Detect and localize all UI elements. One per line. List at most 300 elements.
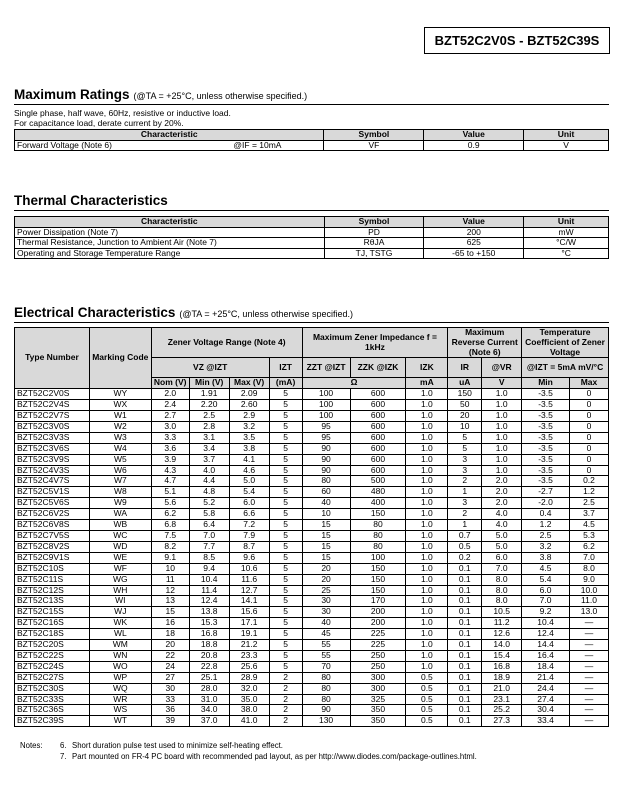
vz-max-cell: 9.6 — [229, 552, 269, 563]
izk-cell: 1.0 — [406, 563, 448, 574]
vz-nom-cell: 9.1 — [151, 552, 189, 563]
vz-nom-cell: 22 — [151, 650, 189, 661]
marking-code-cell: WH — [89, 585, 151, 596]
zzt-cell: 100 — [302, 411, 350, 422]
vr-cell: 1.0 — [482, 421, 522, 432]
ir-cell: 0.1 — [448, 705, 482, 716]
tc-min-cell: 24.4 — [522, 683, 570, 694]
table-row — [15, 487, 609, 498]
zzt-cell: 95 — [302, 432, 350, 443]
vz-min-cell: 9.4 — [189, 563, 229, 574]
vz-min-cell: 3.7 — [189, 454, 229, 465]
type-number-cell: BZT52C20S — [15, 640, 90, 651]
ir-cell: 0.1 — [448, 683, 482, 694]
vz-min-cell: 25.1 — [189, 672, 229, 683]
vz-nom-cell: 3.6 — [151, 443, 189, 454]
ir-cell: 0.2 — [448, 552, 482, 563]
type-number-cell: BZT52C5V6S — [15, 498, 90, 509]
marking-code-cell: WA — [89, 509, 151, 520]
table-row — [15, 574, 609, 585]
zzk-cell: 200 — [350, 618, 406, 629]
max-ratings-note-1: Single phase, half wave, 60Hz, resistive or inductive load. — [14, 108, 231, 118]
vz-max-cell: 14.1 — [229, 596, 269, 607]
vz-max-cell: 3.2 — [229, 421, 269, 432]
tc-max-cell: 2.5 — [569, 498, 608, 509]
table-row — [15, 618, 609, 629]
izk-cell: 1.0 — [406, 509, 448, 520]
type-number-cell: BZT52C5V1S — [15, 487, 90, 498]
tc-max-cell: — — [569, 629, 608, 640]
zzt-cell: 15 — [302, 541, 350, 552]
tc-max-cell: 0 — [569, 432, 608, 443]
table-row — [15, 672, 609, 683]
tc-max-cell: 0 — [569, 400, 608, 411]
vz-min-cell: 28.0 — [189, 683, 229, 694]
tc-min-cell: -3.5 — [522, 476, 570, 487]
type-number-cell: BZT52C27S — [15, 672, 90, 683]
type-number-cell: BZT52C15S — [15, 607, 90, 618]
zzt-cell: 15 — [302, 552, 350, 563]
table-row — [15, 683, 609, 694]
col-tc-condition: @IZT = 5mA mV/°C — [522, 358, 609, 378]
table-row — [15, 520, 609, 531]
zzk-cell: 600 — [350, 400, 406, 411]
izk-cell: 0.5 — [406, 705, 448, 716]
table-row — [15, 248, 609, 259]
vz-min-cell: 37.0 — [189, 716, 229, 727]
vz-nom-cell: 6.2 — [151, 509, 189, 520]
marking-code-cell: W7 — [89, 476, 151, 487]
tc-max-cell: 3.7 — [569, 509, 608, 520]
col-value: Value — [424, 217, 524, 228]
type-number-cell: BZT52C11S — [15, 574, 90, 585]
vz-nom-cell: 11 — [151, 574, 189, 585]
table-row — [15, 454, 609, 465]
vz-min-cell: 10.4 — [189, 574, 229, 585]
symbol-cell: RθJA — [324, 238, 424, 249]
vz-nom-cell: 33 — [151, 694, 189, 705]
col-type-number: Type Number — [15, 328, 90, 389]
zzk-cell: 600 — [350, 443, 406, 454]
izk-cell: 1.0 — [406, 443, 448, 454]
col-marking-code: Marking Code — [89, 328, 151, 389]
ir-cell: 20 — [448, 411, 482, 422]
vr-cell: 12.6 — [482, 629, 522, 640]
tc-max-cell: 9.0 — [569, 574, 608, 585]
vz-nom-cell: 5.1 — [151, 487, 189, 498]
vz-max-cell: 23.3 — [229, 650, 269, 661]
type-number-cell: BZT52C2V4S — [15, 400, 90, 411]
tc-min-cell: 3.2 — [522, 541, 570, 552]
ir-cell: 0.1 — [448, 694, 482, 705]
col-value: Value — [424, 130, 524, 141]
type-number-cell: BZT52C6V2S — [15, 509, 90, 520]
col-vr: @VR — [482, 358, 522, 378]
table-row — [15, 552, 609, 563]
zzk-cell: 600 — [350, 454, 406, 465]
max-ratings-title: Maximum Ratings — [14, 87, 130, 102]
izk-cell: 1.0 — [406, 607, 448, 618]
marking-code-cell: WT — [89, 716, 151, 727]
vr-cell: 1.0 — [482, 389, 522, 400]
type-number-cell: BZT52C36S — [15, 705, 90, 716]
izt-cell: 5 — [269, 640, 302, 651]
table-row — [15, 607, 609, 618]
izt-cell: 5 — [269, 596, 302, 607]
max-ratings-rule — [14, 104, 609, 105]
zzk-cell: 480 — [350, 487, 406, 498]
note-item — [20, 740, 477, 751]
izk-cell: 1.0 — [406, 411, 448, 422]
characteristic-text: Forward Voltage (Note 6) — [17, 139, 112, 150]
type-number-cell: BZT52C33S — [15, 694, 90, 705]
tc-min-cell: 16.4 — [522, 650, 570, 661]
zzk-cell: 600 — [350, 389, 406, 400]
tc-min-cell: 3.8 — [522, 552, 570, 563]
vz-nom-cell: 2.0 — [151, 389, 189, 400]
zzk-cell: 225 — [350, 629, 406, 640]
izk-cell: 1.0 — [406, 596, 448, 607]
tc-max-cell: — — [569, 640, 608, 651]
unit-cell: °C/W — [524, 238, 609, 249]
ir-cell: 10 — [448, 421, 482, 432]
electrical-table-body — [15, 389, 609, 727]
type-number-cell: BZT52C30S — [15, 683, 90, 694]
zzk-cell: 170 — [350, 596, 406, 607]
marking-code-cell: WQ — [89, 683, 151, 694]
vz-min-cell: 16.8 — [189, 629, 229, 640]
tc-min-cell: 9.2 — [522, 607, 570, 618]
izt-cell: 5 — [269, 454, 302, 465]
ir-cell: 1 — [448, 520, 482, 531]
izt-cell: 5 — [269, 443, 302, 454]
col-unit: Unit — [524, 130, 609, 141]
izt-cell: 5 — [269, 618, 302, 629]
ir-cell: 0.1 — [448, 640, 482, 651]
table-row — [15, 563, 609, 574]
marking-code-cell: WP — [89, 672, 151, 683]
zzt-cell: 90 — [302, 454, 350, 465]
vr-cell: 18.9 — [482, 672, 522, 683]
table-row — [15, 421, 609, 432]
tc-max-cell: — — [569, 694, 608, 705]
value-cell: 200 — [424, 227, 524, 238]
ir-cell: 0.1 — [448, 585, 482, 596]
zzk-cell: 225 — [350, 640, 406, 651]
ir-cell: 0.1 — [448, 661, 482, 672]
notes-label-spacer — [20, 751, 60, 762]
zzk-cell: 600 — [350, 421, 406, 432]
tc-max-cell: — — [569, 705, 608, 716]
ir-cell: 0.1 — [448, 618, 482, 629]
vz-min-cell: 22.8 — [189, 661, 229, 672]
vr-cell: 4.0 — [482, 509, 522, 520]
tc-min-cell: -3.5 — [522, 454, 570, 465]
vr-cell: 1.0 — [482, 400, 522, 411]
vr-cell: 5.0 — [482, 541, 522, 552]
zzt-cell: 95 — [302, 421, 350, 432]
table-row — [15, 476, 609, 487]
tc-min-cell: 27.4 — [522, 694, 570, 705]
marking-code-cell: WK — [89, 618, 151, 629]
col-ir: IR — [448, 358, 482, 378]
unit-max: Max (V) — [229, 378, 269, 389]
zzt-cell: 55 — [302, 650, 350, 661]
type-number-cell: BZT52C4V7S — [15, 476, 90, 487]
zzt-cell: 30 — [302, 607, 350, 618]
vz-max-cell: 28.9 — [229, 672, 269, 683]
izk-cell: 1.0 — [406, 487, 448, 498]
vz-nom-cell: 20 — [151, 640, 189, 651]
tc-max-cell: 8.0 — [569, 563, 608, 574]
vz-max-cell: 21.2 — [229, 640, 269, 651]
tc-max-cell: 0 — [569, 421, 608, 432]
zzt-cell: 90 — [302, 443, 350, 454]
type-number-cell: BZT52C2V7S — [15, 411, 90, 422]
vz-max-cell: 5.0 — [229, 476, 269, 487]
izt-cell: 5 — [269, 487, 302, 498]
tc-max-cell: 0 — [569, 443, 608, 454]
izt-cell: 2 — [269, 716, 302, 727]
vz-nom-cell: 13 — [151, 596, 189, 607]
unit-cell: mW — [524, 227, 609, 238]
vz-nom-cell: 30 — [151, 683, 189, 694]
col-unit: Unit — [524, 217, 609, 228]
vz-nom-cell: 5.6 — [151, 498, 189, 509]
izk-cell: 1.0 — [406, 476, 448, 487]
type-number-cell: BZT52C3V0S — [15, 421, 90, 432]
table-row — [15, 443, 609, 454]
tc-min-cell: 6.0 — [522, 585, 570, 596]
zzt-cell: 25 — [302, 585, 350, 596]
type-number-cell: BZT52C39S — [15, 716, 90, 727]
table-row — [15, 389, 609, 400]
izk-cell: 1.0 — [406, 400, 448, 411]
value-cell: -65 to +150 — [424, 248, 524, 259]
unit-ohm: Ω — [302, 378, 406, 389]
marking-code-cell: W4 — [89, 443, 151, 454]
type-number-cell: BZT52C24S — [15, 661, 90, 672]
unit-cell: °C — [524, 248, 609, 259]
ir-cell: 0.1 — [448, 607, 482, 618]
tc-min-cell: 33.4 — [522, 716, 570, 727]
marking-code-cell: WS — [89, 705, 151, 716]
col-temp-coefficient: Temperature Coefficient of Zener Voltage — [522, 328, 609, 358]
vz-max-cell: 3.8 — [229, 443, 269, 454]
marking-code-cell: W9 — [89, 498, 151, 509]
tc-max-cell: — — [569, 650, 608, 661]
zzk-cell: 150 — [350, 509, 406, 520]
tc-min-cell: 12.4 — [522, 629, 570, 640]
unit-tc-max: Max — [569, 378, 608, 389]
ir-cell: 2 — [448, 509, 482, 520]
marking-code-cell: WL — [89, 629, 151, 640]
vz-nom-cell: 10 — [151, 563, 189, 574]
symbol-cell: VF — [324, 140, 424, 151]
col-max-reverse-current: Maximum Reverse Current (Note 6) — [448, 328, 522, 358]
vz-max-cell: 7.9 — [229, 530, 269, 541]
electrical-table — [14, 327, 609, 727]
zzk-cell: 350 — [350, 716, 406, 727]
vz-min-cell: 3.1 — [189, 432, 229, 443]
tc-min-cell: -3.5 — [522, 421, 570, 432]
ir-cell: 0.1 — [448, 672, 482, 683]
tc-min-cell: -2.0 — [522, 498, 570, 509]
vz-max-cell: 25.6 — [229, 661, 269, 672]
table-row — [15, 509, 609, 520]
ir-cell: 50 — [448, 400, 482, 411]
izk-cell: 1.0 — [406, 585, 448, 596]
izk-cell: 0.5 — [406, 716, 448, 727]
marking-code-cell: W6 — [89, 465, 151, 476]
izk-cell: 1.0 — [406, 465, 448, 476]
vr-cell: 5.0 — [482, 530, 522, 541]
tc-max-cell: — — [569, 661, 608, 672]
vz-nom-cell: 15 — [151, 607, 189, 618]
marking-code-cell: WJ — [89, 607, 151, 618]
note-number: 7. — [60, 752, 67, 761]
max-ratings-heading — [14, 87, 307, 102]
electrical-title: Electrical Characteristics — [14, 305, 176, 320]
zzk-cell: 100 — [350, 552, 406, 563]
unit-ua: uA — [448, 378, 482, 389]
type-number-cell: BZT52C13S — [15, 596, 90, 607]
ir-cell: 0.1 — [448, 574, 482, 585]
zzt-cell: 55 — [302, 640, 350, 651]
vr-cell: 10.5 — [482, 607, 522, 618]
col-characteristic: Characteristic — [15, 130, 324, 141]
zzt-cell: 80 — [302, 683, 350, 694]
izk-cell: 1.0 — [406, 530, 448, 541]
vz-min-cell: 5.8 — [189, 509, 229, 520]
characteristic-cell: Operating and Storage Temperature Range — [15, 248, 325, 259]
vz-min-cell: 4.8 — [189, 487, 229, 498]
izt-cell: 5 — [269, 607, 302, 618]
vr-cell: 15.4 — [482, 650, 522, 661]
zzt-cell: 15 — [302, 520, 350, 531]
max-ratings-note-2: For capacitance load, derate current by 20%. — [14, 118, 184, 128]
table-row — [15, 530, 609, 541]
tc-max-cell: — — [569, 716, 608, 727]
tc-min-cell: -2.7 — [522, 487, 570, 498]
izk-cell: 1.0 — [406, 498, 448, 509]
type-number-cell: BZT52C3V9S — [15, 454, 90, 465]
tc-min-cell: 10.4 — [522, 618, 570, 629]
unit-v: V — [482, 378, 522, 389]
vz-nom-cell: 4.3 — [151, 465, 189, 476]
zzt-cell: 90 — [302, 465, 350, 476]
electrical-rule — [14, 322, 609, 323]
tc-max-cell: — — [569, 683, 608, 694]
col-symbol: Symbol — [324, 130, 424, 141]
unit-tc-min: Min — [522, 378, 570, 389]
vz-min-cell: 12.4 — [189, 596, 229, 607]
ir-cell: 150 — [448, 389, 482, 400]
table-row — [15, 585, 609, 596]
table-row — [15, 705, 609, 716]
tc-max-cell: — — [569, 672, 608, 683]
vr-cell: 8.0 — [482, 596, 522, 607]
zzk-cell: 350 — [350, 705, 406, 716]
max-ratings-condition: (@TA = +25°C, unless otherwise specified.) — [133, 91, 308, 101]
table-row — [15, 238, 609, 249]
zzt-cell: 45 — [302, 629, 350, 640]
vr-cell: 4.0 — [482, 520, 522, 531]
vz-max-cell: 6.0 — [229, 498, 269, 509]
izk-cell: 1.0 — [406, 650, 448, 661]
marking-code-cell: W3 — [89, 432, 151, 443]
type-number-cell: BZT52C2V0S — [15, 389, 90, 400]
zzk-cell: 600 — [350, 411, 406, 422]
vz-max-cell: 10.6 — [229, 563, 269, 574]
vz-min-cell: 13.8 — [189, 607, 229, 618]
vz-min-cell: 1.91 — [189, 389, 229, 400]
note-text: Part mounted on FR-4 PC board with recommended pad layout, as per http://www.diodes.com/package-outlines.html. — [72, 752, 477, 761]
tc-max-cell: 0 — [569, 389, 608, 400]
ir-cell: 0.5 — [448, 541, 482, 552]
tc-min-cell: -3.5 — [522, 443, 570, 454]
zzk-cell: 80 — [350, 520, 406, 531]
table-row — [15, 650, 609, 661]
marking-code-cell: W1 — [89, 411, 151, 422]
col-vz: VZ @IZT — [151, 358, 269, 378]
test-condition: @IF = 10mA — [233, 139, 282, 150]
symbol-cell: TJ, TSTG — [324, 248, 424, 259]
value-cell: 0.9 — [424, 140, 524, 151]
tc-max-cell: 11.0 — [569, 596, 608, 607]
zzt-cell: 15 — [302, 530, 350, 541]
tc-max-cell: 0.2 — [569, 476, 608, 487]
table-row — [15, 629, 609, 640]
col-characteristic: Characteristic — [15, 217, 325, 228]
izt-cell: 5 — [269, 650, 302, 661]
zzk-cell: 400 — [350, 498, 406, 509]
vz-max-cell: 17.1 — [229, 618, 269, 629]
ir-cell: 2 — [448, 476, 482, 487]
vr-cell: 1.0 — [482, 432, 522, 443]
tc-min-cell: -3.5 — [522, 432, 570, 443]
vr-cell: 16.8 — [482, 661, 522, 672]
tc-max-cell: — — [569, 618, 608, 629]
vz-min-cell: 4.4 — [189, 476, 229, 487]
vz-nom-cell: 7.5 — [151, 530, 189, 541]
note-number: 6. — [60, 741, 67, 750]
vz-nom-cell: 6.8 — [151, 520, 189, 531]
izt-cell: 5 — [269, 585, 302, 596]
table-row — [15, 465, 609, 476]
type-number-cell: BZT52C22S — [15, 650, 90, 661]
col-max-zener-impedance: Maximum Zener Impedance f = 1kHz — [302, 328, 448, 358]
vz-max-cell: 4.6 — [229, 465, 269, 476]
izt-cell: 5 — [269, 552, 302, 563]
vz-min-cell: 6.4 — [189, 520, 229, 531]
thermal-heading: Thermal Characteristics — [14, 193, 168, 208]
ir-cell: 0.1 — [448, 716, 482, 727]
ir-cell: 5 — [448, 443, 482, 454]
col-zener-voltage-range: Zener Voltage Range (Note 4) — [151, 328, 302, 358]
table-row — [15, 694, 609, 705]
vz-min-cell: 2.8 — [189, 421, 229, 432]
vz-max-cell: 5.4 — [229, 487, 269, 498]
zzt-cell: 10 — [302, 509, 350, 520]
tc-min-cell: 4.5 — [522, 563, 570, 574]
vz-nom-cell: 2.7 — [151, 411, 189, 422]
col-izk: IZK — [406, 358, 448, 378]
vz-max-cell: 8.7 — [229, 541, 269, 552]
tc-max-cell: 1.2 — [569, 487, 608, 498]
table-row — [15, 596, 609, 607]
table-row — [15, 498, 609, 509]
